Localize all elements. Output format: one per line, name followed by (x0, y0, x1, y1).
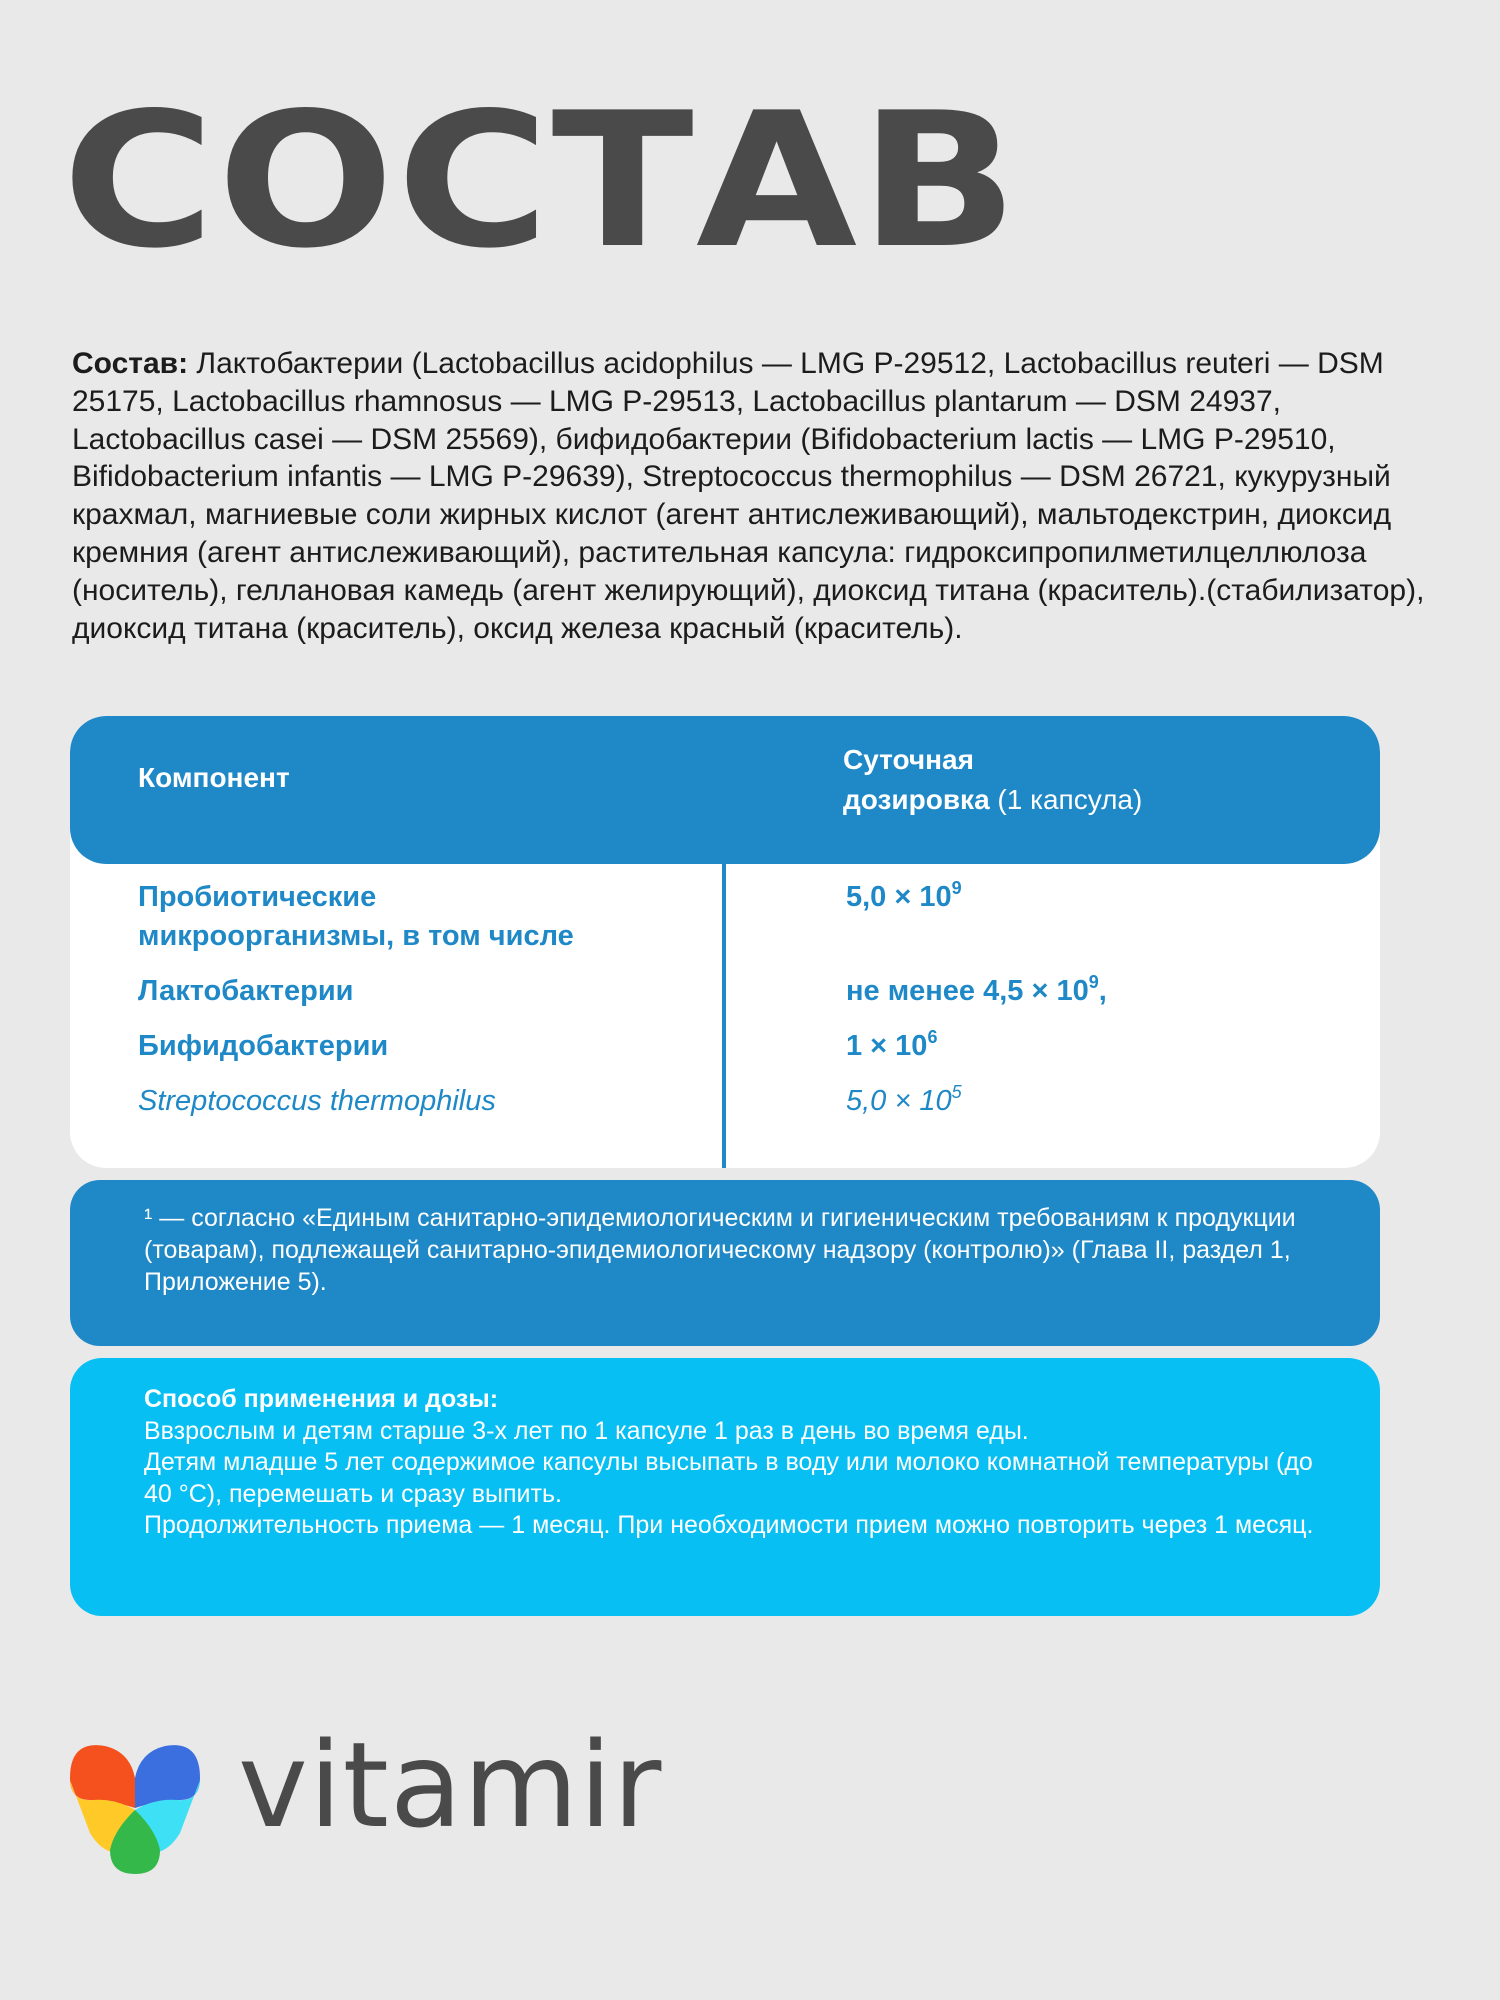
usage-text (144, 1384, 1344, 1542)
usage-line: Ввзрослым и детям старше 3-х лет по 1 капсуле 1 раз в день во время еды. (144, 1416, 1029, 1445)
value-exponent: 6 (927, 1027, 938, 1047)
header-dose (843, 740, 1142, 820)
row-value-streptococcus (846, 1082, 962, 1121)
header-dose-note: (1 капсула) (989, 784, 1143, 815)
row-value-lactobacteria (846, 972, 1107, 1011)
value-suffix: , (1098, 975, 1107, 1007)
usage-line: Продолжительность приема — 1 месяц. При необходимости прием можно повторить через 1 месяц. (144, 1511, 1314, 1540)
vitamir-logo-icon (60, 1738, 210, 1878)
row-name-streptococcus: Streptococcus thermophilus (138, 1085, 496, 1117)
footnote-card (70, 1180, 1380, 1346)
composition-body: Лактобактерии (Lactobacillus acidophilus — LMG P-29512, Lactobacillus reuteri — DSM 25175, Lactobacillus rhamnosus — LMG P-29513, Lactobacillus plantarum — DSM 24937, Lactobacillus casei — DSM 25569), бифидобактерии (Bifidobacterium lactis — LMG P-29510, Bifidobacterium infantis — LMG P-29639), Streptococcus thermophilus — DSM 26721, кукурузный крахмал, магниевые соли жирных кислот (агент антислеживающий), мальтодекстрин, диоксид кремния (агент антислеживающий), растительная капсула: гидроксипропилметилцеллюлоза (носитель), геллановая камедь (агент желирующий), диоксид титана (краситель).(стабилизатор), диоксид титана (краситель), оксид железа красный (краситель). (72, 347, 1425, 645)
value-base: 5,0 × 10 (846, 881, 952, 913)
value-exponent: 9 (1088, 972, 1099, 992)
row-name-probiotics-line1: Пробиотические (138, 881, 377, 913)
column-divider (722, 716, 726, 1168)
page-title: СОСТАВ (62, 72, 1021, 289)
value-base: не менее 4,5 × 10 (846, 975, 1089, 1007)
header-dose-line1: Суточная (843, 744, 974, 775)
dosage-table (70, 716, 1380, 1168)
row-name-probiotics (138, 878, 574, 956)
value-base: 1 × 10 (846, 1030, 928, 1062)
value-exponent: 5 (951, 1082, 962, 1102)
row-name-probiotics-line2: микроорганизмы, в том числе (138, 920, 574, 952)
row-name-lactobacteria: Лактобактерии (138, 975, 354, 1007)
footnote-text: ¹ — согласно «Единым санитарно-эпидемиологическим и гигиеническим требованиям к продукции (товарам), подлежащей санитарно-эпидемиологическому надзору (контролю)» (Глава II, раздел 1, Приложение 5). (144, 1204, 1296, 1296)
composition-label: Состав: (72, 347, 189, 380)
brand-name: vitamir (238, 1716, 663, 1854)
row-name-bifidobacteria: Бифидобактерии (138, 1030, 389, 1062)
composition-text (72, 345, 1462, 647)
usage-card (70, 1358, 1380, 1616)
value-base: 5,0 × 10 (846, 1085, 952, 1117)
value-exponent: 9 (951, 878, 962, 898)
header-dose-line2: дозировка (843, 784, 990, 815)
row-value-bifidobacteria (846, 1027, 937, 1066)
row-value-probiotics (846, 878, 962, 917)
usage-heading: Способ применения и дозы: (144, 1385, 499, 1413)
header-component: Компонент (138, 762, 290, 793)
usage-line: Детям младше 5 лет содержимое капсулы высыпать в воду или молоко комнатной температуры (до 40 °C), перемешать и сразу выпить. (144, 1448, 1313, 1508)
